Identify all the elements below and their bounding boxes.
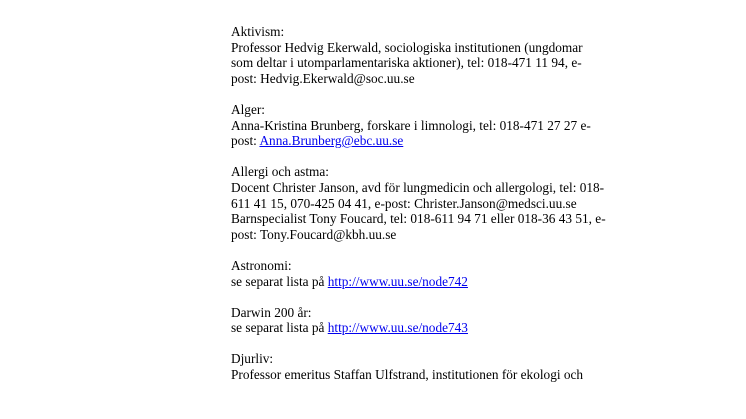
entry-line-prefix: se separat lista på bbox=[231, 273, 328, 289]
entry-allergi-och-astma bbox=[231, 164, 671, 242]
entry-astronomi bbox=[231, 258, 671, 289]
entry-line: Docent Christer Janson, avd för lungmedicin och allergologi, tel: 018- bbox=[231, 179, 605, 195]
entry-heading: Aktivism: bbox=[231, 24, 285, 39]
entry-aktivism bbox=[231, 24, 671, 86]
entry-line bbox=[231, 133, 671, 149]
entry-line: post: Tony.Foucard@kbh.uu.se bbox=[231, 226, 397, 242]
entry-line: Professor Hedvig Ekerwald, sociologiska institutionen (ungdomar bbox=[231, 39, 583, 55]
entry-line: 611 41 15, 070-425 04 41, e-post: Christer.Janson@medsci.uu.se bbox=[231, 195, 577, 211]
entry-line: Anna-Kristina Brunberg, forskare i limnologi, tel: 018-471 27 27 e- bbox=[231, 117, 591, 133]
entry-line-prefix: se separat lista på bbox=[231, 320, 328, 336]
entry-line: som deltar i utomparlamentariska aktioner), tel: 018-471 11 94, e- bbox=[231, 55, 582, 71]
email-link[interactable]: Anna.Brunberg@ebc.uu.se bbox=[259, 133, 404, 149]
entry-alger bbox=[231, 102, 671, 149]
entry-line: Professor emeritus Staffan Ulfstrand, institutionen för ekologi och bbox=[231, 367, 584, 383]
darwin-list-link[interactable]: http://www.uu.se/node743 bbox=[327, 320, 468, 336]
entry-line: Barnspecialist Tony Foucard, tel: 018-611 94 71 eller 018-36 43 51, e- bbox=[231, 211, 606, 227]
document-body bbox=[231, 24, 671, 398]
entry-line: post: Hedvig.Ekerwald@soc.uu.se bbox=[231, 70, 415, 86]
entry-heading: Allergi och astma: bbox=[231, 164, 329, 180]
entry-djurliv bbox=[231, 351, 671, 382]
entry-heading: Astronomi: bbox=[231, 257, 292, 273]
entry-line bbox=[231, 274, 671, 290]
entry-line-prefix: post: bbox=[231, 133, 260, 149]
entry-heading: Darwin 200 år: bbox=[231, 304, 312, 320]
astronomi-list-link[interactable]: http://www.uu.se/node742 bbox=[327, 273, 468, 289]
entry-line bbox=[231, 320, 671, 336]
entry-heading: Alger: bbox=[231, 101, 265, 117]
entry-heading: Djurliv: bbox=[231, 351, 274, 367]
entry-darwin-200-ar bbox=[231, 305, 671, 336]
